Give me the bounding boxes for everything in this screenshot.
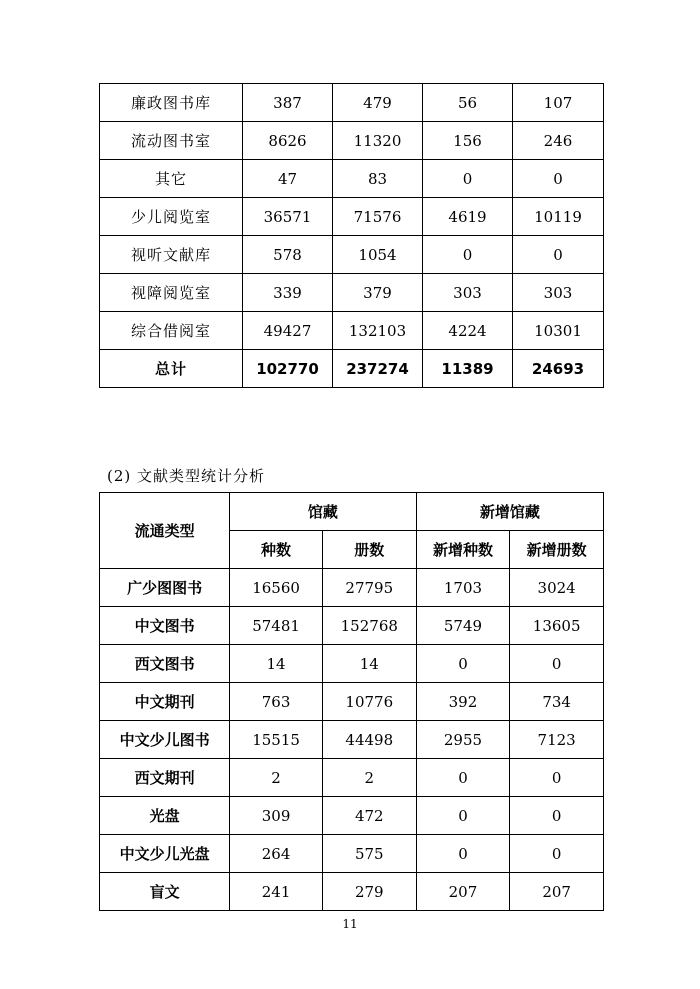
table-row <box>100 645 604 683</box>
new-titles-count-header: 新增种数 <box>416 531 510 569</box>
value-cell: 2955 <box>416 721 510 759</box>
total-label: 总计 <box>100 350 243 388</box>
value-cell: 0 <box>416 835 510 873</box>
table-row <box>100 759 604 797</box>
new-volumes-count-header: 新增册数 <box>510 531 604 569</box>
type-name-cell: 盲文 <box>100 873 230 911</box>
room-name-cell: 视障阅览室 <box>100 274 243 312</box>
table-row <box>100 797 604 835</box>
value-cell: 15515 <box>230 721 323 759</box>
value-cell: 4619 <box>423 198 513 236</box>
table-row <box>100 721 604 759</box>
value-cell: 10119 <box>513 198 604 236</box>
table-row <box>100 312 604 350</box>
value-cell: 5749 <box>416 607 510 645</box>
type-name-cell: 西文图书 <box>100 645 230 683</box>
value-cell: 152768 <box>322 607 416 645</box>
value-cell: 4224 <box>423 312 513 350</box>
value-cell: 14 <box>230 645 323 683</box>
value-cell: 241 <box>230 873 323 911</box>
value-cell: 14 <box>322 645 416 683</box>
room-name-cell: 视听文献库 <box>100 236 243 274</box>
room-name-cell: 流动图书室 <box>100 122 243 160</box>
value-cell: 0 <box>513 236 604 274</box>
value-cell: 1054 <box>333 236 423 274</box>
value-cell: 0 <box>423 160 513 198</box>
value-cell: 16560 <box>230 569 323 607</box>
value-cell: 734 <box>510 683 604 721</box>
value-cell: 2 <box>322 759 416 797</box>
value-cell: 0 <box>416 759 510 797</box>
type-name-cell: 光盘 <box>100 797 230 835</box>
table-row <box>100 835 604 873</box>
table-row <box>100 84 604 122</box>
value-cell: 339 <box>243 274 333 312</box>
value-cell: 83 <box>333 160 423 198</box>
room-name-cell: 其它 <box>100 160 243 198</box>
type-name-cell: 中文少儿图书 <box>100 721 230 759</box>
type-name-cell: 广少图图书 <box>100 569 230 607</box>
value-cell: 0 <box>416 645 510 683</box>
value-cell: 10776 <box>322 683 416 721</box>
value-cell: 27795 <box>322 569 416 607</box>
value-cell: 392 <box>416 683 510 721</box>
titles-count-header: 种数 <box>230 531 323 569</box>
value-cell: 13605 <box>510 607 604 645</box>
type-name-cell: 西文期刊 <box>100 759 230 797</box>
value-cell: 132103 <box>333 312 423 350</box>
room-name-cell: 廉政图书库 <box>100 84 243 122</box>
value-cell: 7123 <box>510 721 604 759</box>
total-row <box>100 350 604 388</box>
holdings-group-header: 馆藏 <box>230 493 416 531</box>
value-cell: 264 <box>230 835 323 873</box>
document-type-stats-table <box>99 492 604 911</box>
value-cell: 472 <box>322 797 416 835</box>
value-cell: 575 <box>322 835 416 873</box>
value-cell: 0 <box>513 160 604 198</box>
total-value-cell: 24693 <box>513 350 604 388</box>
total-value-cell: 11389 <box>423 350 513 388</box>
type-name-cell: 中文少儿光盘 <box>100 835 230 873</box>
value-cell: 0 <box>423 236 513 274</box>
header-row <box>100 493 604 531</box>
value-cell: 56 <box>423 84 513 122</box>
table-row <box>100 236 604 274</box>
value-cell: 763 <box>230 683 323 721</box>
value-cell: 0 <box>510 835 604 873</box>
value-cell: 578 <box>243 236 333 274</box>
value-cell: 0 <box>510 759 604 797</box>
page-number: 11 <box>342 917 358 931</box>
value-cell: 0 <box>510 797 604 835</box>
section-heading: (2) 文献类型统计分析 <box>107 467 266 485</box>
table-row <box>100 607 604 645</box>
new-holdings-group-header: 新增馆藏 <box>416 493 603 531</box>
value-cell: 11320 <box>333 122 423 160</box>
room-name-cell: 少儿阅览室 <box>100 198 243 236</box>
value-cell: 44498 <box>322 721 416 759</box>
value-cell: 1703 <box>416 569 510 607</box>
table-row <box>100 160 604 198</box>
value-cell: 71576 <box>333 198 423 236</box>
value-cell: 379 <box>333 274 423 312</box>
value-cell: 479 <box>333 84 423 122</box>
total-value-cell: 102770 <box>243 350 333 388</box>
value-cell: 156 <box>423 122 513 160</box>
value-cell: 3024 <box>510 569 604 607</box>
table-row <box>100 683 604 721</box>
value-cell: 8626 <box>243 122 333 160</box>
value-cell: 279 <box>322 873 416 911</box>
table-row <box>100 569 604 607</box>
room-name-cell: 综合借阅室 <box>100 312 243 350</box>
table-row <box>100 274 604 312</box>
holdings-by-room-table <box>99 83 604 388</box>
value-cell: 309 <box>230 797 323 835</box>
type-name-cell: 中文期刊 <box>100 683 230 721</box>
table-row <box>100 198 604 236</box>
volumes-count-header: 册数 <box>322 531 416 569</box>
total-value-cell: 237274 <box>333 350 423 388</box>
value-cell: 0 <box>416 797 510 835</box>
value-cell: 10301 <box>513 312 604 350</box>
table-row <box>100 122 604 160</box>
value-cell: 47 <box>243 160 333 198</box>
circulation-type-header: 流通类型 <box>100 493 230 569</box>
value-cell: 246 <box>513 122 604 160</box>
value-cell: 387 <box>243 84 333 122</box>
value-cell: 57481 <box>230 607 323 645</box>
value-cell: 303 <box>423 274 513 312</box>
table-row <box>100 873 604 911</box>
value-cell: 207 <box>416 873 510 911</box>
value-cell: 0 <box>510 645 604 683</box>
value-cell: 107 <box>513 84 604 122</box>
value-cell: 36571 <box>243 198 333 236</box>
value-cell: 49427 <box>243 312 333 350</box>
value-cell: 2 <box>230 759 323 797</box>
type-name-cell: 中文图书 <box>100 607 230 645</box>
value-cell: 303 <box>513 274 604 312</box>
value-cell: 207 <box>510 873 604 911</box>
